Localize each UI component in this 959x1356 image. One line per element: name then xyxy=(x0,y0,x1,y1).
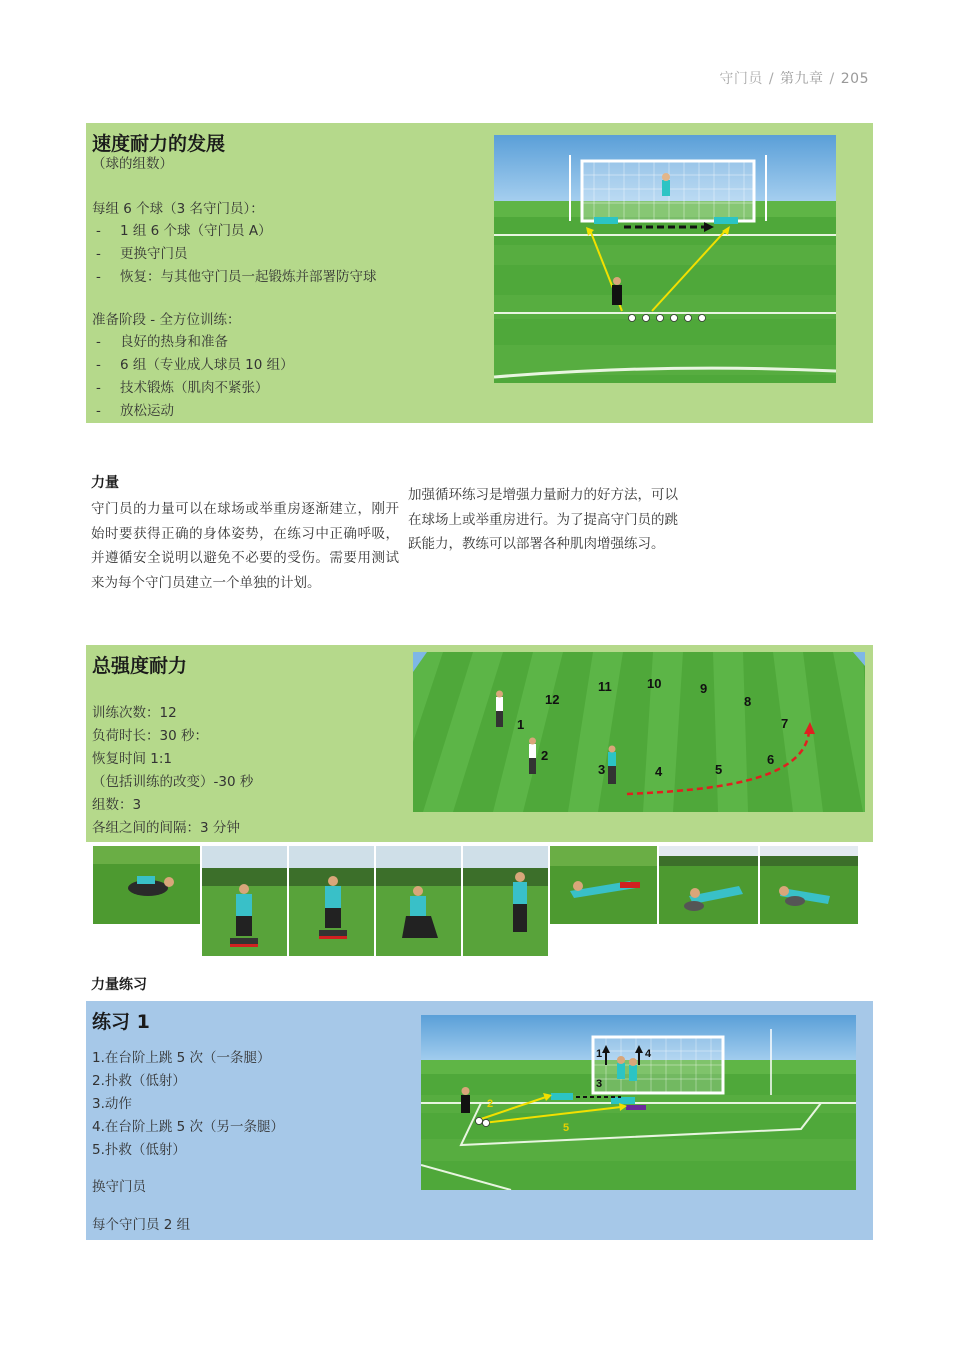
station-number: 8 xyxy=(744,694,752,709)
station-number: 7 xyxy=(781,716,789,731)
exercise-photo xyxy=(376,846,461,956)
station-number: 2 xyxy=(541,748,549,763)
box-subtitle: （球的组数） xyxy=(92,156,173,172)
exercise-photo xyxy=(659,846,758,924)
step-item: 2.扑救（低射） xyxy=(92,1073,186,1089)
station-number: 12 xyxy=(545,692,560,707)
line-item: 负荷时长：30 秒： xyxy=(92,728,208,744)
steps-list xyxy=(92,1047,284,1162)
station-number: 3 xyxy=(598,762,606,777)
page-number: 205 xyxy=(840,71,869,87)
exercise-1-box xyxy=(86,1001,873,1240)
station-number: 11 xyxy=(598,679,612,694)
exercise-photo xyxy=(202,846,287,956)
list-item: - 技术锻炼（肌肉不紧张） xyxy=(92,377,294,400)
line-item: 组数：3 xyxy=(92,797,142,813)
strength-heading: 力量 xyxy=(91,475,119,491)
circuit-field-illustration xyxy=(413,652,865,812)
exercise-heading: 力量练习 xyxy=(91,977,147,993)
box-title: 速度耐力的发展 xyxy=(92,133,226,155)
goal-drill-illustration xyxy=(494,135,836,383)
line-item: 各组之间的间隔：3 分钟 xyxy=(92,820,240,836)
header-chapter: 第九章 xyxy=(780,71,824,87)
list-item: - 恢复：与其他守门员一起锻炼并部署防守球 xyxy=(92,266,377,289)
step-number: 5 xyxy=(563,1122,570,1134)
step-number: 4 xyxy=(645,1048,652,1060)
speed-endurance-box xyxy=(86,123,873,423)
line-item: 训练次数：12 xyxy=(92,705,177,721)
header-section: 守门员 xyxy=(719,71,763,87)
list-item: - 6 组（专业成人球员 10 组） xyxy=(92,354,294,377)
exercise-photo xyxy=(760,846,858,924)
step-item: 1.在台阶上跳 5 次（一条腿） xyxy=(92,1050,271,1066)
exercise-photo xyxy=(93,846,200,924)
station-number: 9 xyxy=(700,681,708,696)
box-lines xyxy=(92,702,253,840)
strength-paragraph-2: 加强循环练习是增强力量耐力的好方法，可以在球场上或举重房进行。为了提高守门员的跳跃能力，教练可以部署各种肌肉增强练习。 xyxy=(408,487,678,552)
station-number: 5 xyxy=(715,762,723,777)
prep-line: 准备阶段 - 全方位训练： xyxy=(92,312,241,328)
list-item: - 良好的热身和准备 xyxy=(92,331,294,354)
list-item: - 1 组 6 个球（守门员 A） xyxy=(92,220,377,243)
line-item: 恢复时间 1:1 xyxy=(92,751,173,767)
line-item: （包括训练的改变）-30 秒 xyxy=(92,774,254,790)
note-line: 换守门员 xyxy=(92,1179,146,1195)
list-item: - 更换守门员 xyxy=(92,243,377,266)
total-endurance-box xyxy=(86,645,873,842)
station-number: 10 xyxy=(647,676,662,691)
exercise-photo xyxy=(550,846,657,924)
box-title: 练习 1 xyxy=(92,1011,150,1033)
strength-paragraph-1: 守门员的力量可以在球场或举重房逐渐建立，刚开始时要获得正确的身体姿势，在练习中正确呼吸，并遵循安全说明以避免不必要的受伤。需要用测试来为每个守门员建立一个单独的计划。 xyxy=(91,501,399,591)
station-number: 4 xyxy=(655,764,663,779)
exercise-1-illustration xyxy=(421,1015,856,1190)
group-line: 每组 6 个球（3 名守门员）： xyxy=(92,201,264,217)
list-item: - 放松运动 xyxy=(92,400,294,423)
exercise-photo xyxy=(289,846,374,956)
step-item: 3.动作 xyxy=(92,1096,132,1112)
prep-list xyxy=(92,331,294,423)
exercise-photo xyxy=(463,846,548,956)
step-item: 5.扑救（低射） xyxy=(92,1142,186,1158)
station-number: 1 xyxy=(517,717,525,732)
step-number: 3 xyxy=(596,1078,603,1090)
step-number: 2 xyxy=(487,1098,494,1110)
station-number: 6 xyxy=(767,752,775,767)
note-line: 每个守门员 2 组 xyxy=(92,1217,191,1233)
step-number: 1 xyxy=(596,1048,603,1060)
step-item: 4.在台阶上跳 5 次（另一条腿） xyxy=(92,1119,285,1135)
running-header: 守门员 / 第九章 / 205 xyxy=(719,71,869,87)
group-list xyxy=(92,220,377,289)
box-title: 总强度耐力 xyxy=(92,655,188,677)
